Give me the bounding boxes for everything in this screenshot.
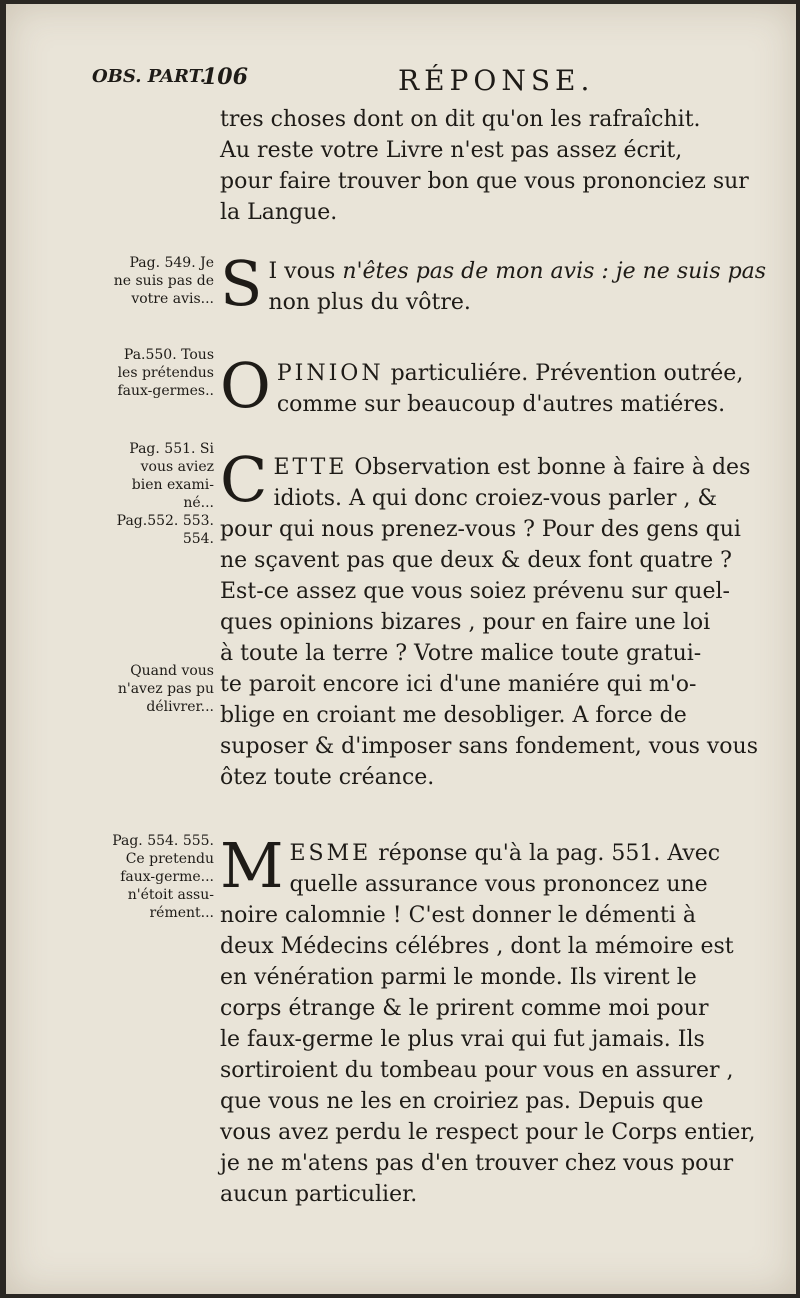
text-line: pour faire trouver bon que vous prononciez sur bbox=[220, 169, 749, 194]
margin-note-3 bbox=[86, 440, 214, 548]
text-line: blige en croiant me desobliger. A force de bbox=[220, 703, 687, 728]
margin-line: faux-germes.. bbox=[117, 383, 214, 399]
text-line: suposer & d'imposer sans fondement, vous vous bbox=[220, 734, 759, 759]
margin-line: Pag. 549. Je bbox=[129, 255, 214, 271]
text-line: pour qui nous prenez-vous ? Pour des gens qui bbox=[220, 517, 741, 542]
header-title: RÉPONSE. bbox=[398, 64, 595, 97]
margin-line: n'avez pas pu bbox=[117, 681, 214, 697]
book-page bbox=[6, 4, 796, 1294]
margin-note-2 bbox=[86, 346, 214, 400]
text-line: particuliére. Prévention outrée, bbox=[390, 361, 744, 386]
margin-line: né... bbox=[183, 495, 214, 511]
margin-line: Ce pretendu bbox=[125, 851, 214, 867]
margin-line: délivrer... bbox=[146, 699, 214, 715]
drop-cap: M bbox=[220, 829, 284, 902]
margin-line: vous aviez bbox=[140, 459, 214, 475]
paragraph-1 bbox=[220, 247, 785, 320]
margin-line: les prétendus bbox=[117, 365, 214, 381]
text-line: je ne m'atens pas d'en trouver chez vous pour bbox=[220, 1151, 734, 1176]
text-line: ne sçavent pas que deux & deux font quatre ? bbox=[220, 548, 732, 573]
text-line: réponse qu'à la pag. 551. Avec bbox=[378, 841, 721, 866]
text-line: ques opinions bizares , pour en faire une loi bbox=[220, 610, 711, 635]
text-line: Observation est bonne à faire à des bbox=[354, 455, 751, 480]
drop-cap: C bbox=[220, 443, 268, 516]
margin-note-4 bbox=[86, 662, 214, 716]
lead-words: PINION bbox=[276, 361, 384, 386]
margin-line: Pag.552. 553. bbox=[116, 513, 214, 529]
margin-line: votre avis... bbox=[131, 291, 214, 307]
text-line: la Langue. bbox=[220, 200, 338, 225]
text-line: en vénération parmi le monde. Ils virent le bbox=[220, 965, 697, 990]
margin-line: rément... bbox=[149, 905, 214, 921]
intro-paragraph bbox=[220, 104, 785, 228]
margin-line: n'étoit assu- bbox=[127, 887, 214, 903]
text-line: Au reste votre Livre n'est pas assez écrit, bbox=[220, 138, 683, 163]
lead-words: I vous bbox=[268, 259, 336, 284]
header-section: OBS. PART. bbox=[92, 66, 206, 87]
drop-cap: S bbox=[220, 247, 263, 320]
text-line: tres choses dont on dit qu'on les rafraîchit. bbox=[220, 107, 701, 132]
text-line: quelle assurance vous prononcez une bbox=[289, 872, 708, 897]
paragraph-2 bbox=[220, 349, 785, 422]
text-line: comme sur beaucoup d'autres matiéres. bbox=[276, 392, 726, 417]
text-line: ôtez toute créance. bbox=[220, 765, 435, 790]
paragraph-3 bbox=[220, 443, 785, 793]
margin-line: faux-germe... bbox=[120, 869, 214, 885]
margin-line: Quand vous bbox=[130, 663, 214, 679]
text-line: te paroit encore ici d'une maniére qui m'o- bbox=[220, 672, 697, 697]
text-line: corps étrange & le prirent comme moi pour bbox=[220, 996, 709, 1021]
margin-line: Pa.550. Tous bbox=[123, 347, 214, 363]
margin-note-1 bbox=[86, 254, 214, 308]
lead-words: ESME bbox=[289, 841, 372, 866]
text-line: que vous ne les en croiriez pas. Depuis que bbox=[220, 1089, 704, 1114]
text-line: noire calomnie ! C'est donner le démenti à bbox=[220, 903, 697, 928]
running-header bbox=[6, 64, 796, 104]
text-line: le faux-germe le plus vrai qui fut jamais. Ils bbox=[220, 1027, 705, 1052]
margin-line: 554. bbox=[182, 531, 214, 547]
text-line: sortiroient du tombeau pour vous en assurer , bbox=[220, 1058, 734, 1083]
text-line: idiots. A qui donc croiez-vous parler , & bbox=[273, 486, 718, 511]
text-line: vous avez perdu le respect pour le Corps entier, bbox=[220, 1120, 756, 1145]
text-line: n'êtes pas de mon avis : je ne suis pas bbox=[342, 259, 767, 284]
text-line: deux Médecins célébres , dont la mémoire est bbox=[220, 934, 734, 959]
paragraph-4 bbox=[220, 829, 785, 1210]
text-line: à toute la terre ? Votre malice toute gratui- bbox=[220, 641, 702, 666]
margin-line: ne suis pas de bbox=[113, 273, 214, 289]
text-line: non plus du vôtre. bbox=[268, 290, 471, 315]
margin-note-5 bbox=[86, 832, 214, 922]
margin-line: Pag. 551. Si bbox=[129, 441, 214, 457]
margin-line: bien exami- bbox=[131, 477, 214, 493]
text-line: aucun particulier. bbox=[220, 1182, 418, 1207]
text-line: Est-ce assez que vous soiez prévenu sur quel- bbox=[220, 579, 730, 604]
margin-line: Pag. 554. 555. bbox=[112, 833, 214, 849]
drop-cap: O bbox=[220, 349, 271, 422]
lead-words: ETTE bbox=[273, 455, 348, 480]
page-number: 106 bbox=[202, 64, 248, 90]
